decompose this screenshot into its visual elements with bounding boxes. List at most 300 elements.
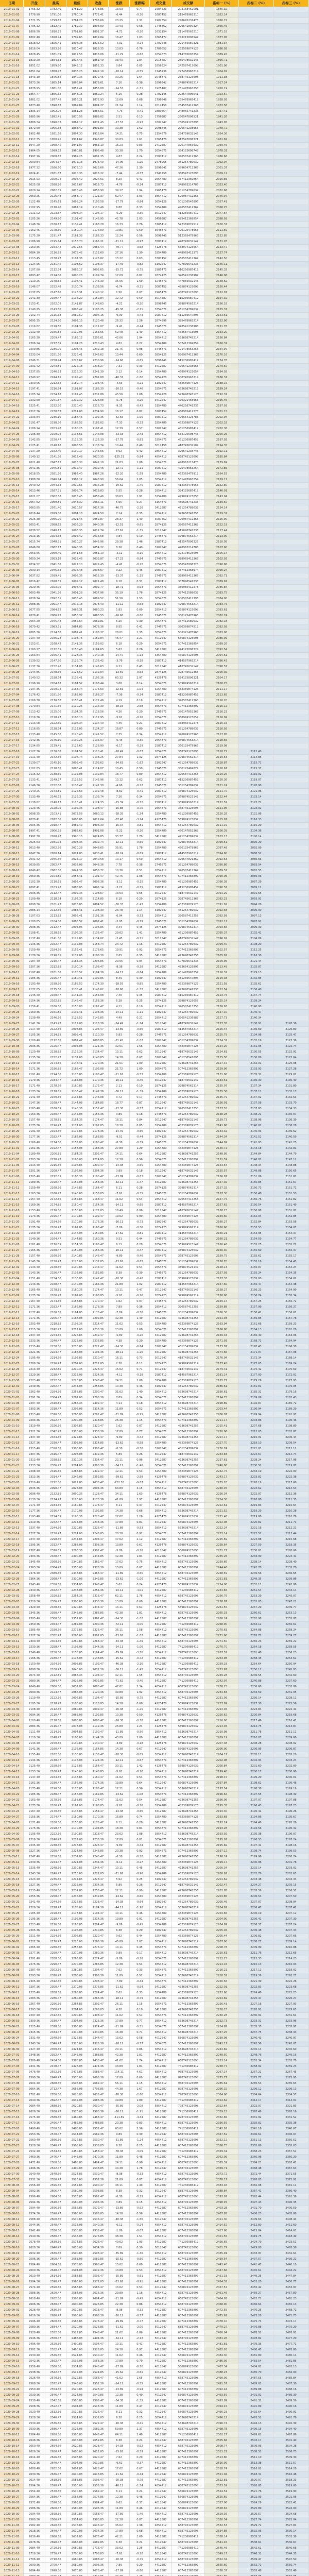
- table-cell[interactable]: 4125478: [150, 1713, 172, 1718]
- table-cell[interactable]: 2157.40: [24, 1117, 45, 1123]
- table-cell[interactable]: 2630.47: [88, 2104, 109, 2109]
- table-cell[interactable]: 452369874125: [172, 1922, 205, 1928]
- table-cell[interactable]: 2329.15: [205, 2109, 239, 2115]
- table-cell[interactable]: 2259.22: [273, 1639, 309, 1645]
- table-cell[interactable]: 2365478: [150, 137, 172, 143]
- table-row[interactable]: [0, 347, 309, 352]
- table-row[interactable]: [0, 290, 309, 296]
- table-cell[interactable]: 5412587: [150, 1679, 172, 1684]
- table-cell[interactable]: -0.46: [130, 1253, 150, 1259]
- table-cell[interactable]: -23.62: [109, 1633, 130, 1639]
- table-cell[interactable]: 2745871: [150, 1310, 172, 1316]
- table-cell[interactable]: 2163.40: [24, 1798, 45, 1803]
- table-cell[interactable]: 2385.40: [24, 1616, 45, 1622]
- table-cell[interactable]: 569874125632: [172, 1605, 205, 1611]
- table-cell[interactable]: 2205.15: [273, 1883, 309, 1888]
- table-cell[interactable]: 2222.00: [273, 1469, 309, 1475]
- table-cell[interactable]: -18.55: [109, 981, 130, 987]
- column-header[interactable]: 指标一 (%): [205, 0, 239, 7]
- table-cell[interactable]: 2130.89: [239, 1055, 273, 1061]
- table-cell[interactable]: 2270.08: [66, 1951, 88, 1956]
- table-cell[interactable]: 452369874125: [172, 1072, 205, 1078]
- table-cell[interactable]: 0.05: [130, 63, 150, 69]
- table-cell[interactable]: 10.44: [109, 443, 130, 449]
- table-cell[interactable]: [239, 352, 273, 358]
- table-cell[interactable]: 4412587: [150, 1633, 172, 1639]
- table-cell[interactable]: 1968.45: [45, 143, 66, 148]
- table-cell[interactable]: -15.62: [109, 1656, 130, 1662]
- table-cell[interactable]: [273, 177, 309, 182]
- table-cell[interactable]: 2100.85: [24, 919, 45, 925]
- table-cell[interactable]: 2151.49: [273, 1202, 309, 1208]
- table-cell[interactable]: [239, 619, 273, 624]
- table-cell[interactable]: [273, 823, 309, 828]
- table-row[interactable]: [0, 1866, 309, 1871]
- table-cell[interactable]: 2238.36: [45, 1344, 66, 1350]
- table-cell[interactable]: 2175.36: [24, 1225, 45, 1231]
- table-cell[interactable]: 398745612365: [172, 896, 205, 902]
- table-row[interactable]: [0, 1225, 309, 1231]
- table-cell[interactable]: 2113.49: [205, 964, 239, 970]
- table-cell[interactable]: 4412587: [150, 1497, 172, 1503]
- table-cell[interactable]: 2019-07-25: [0, 777, 24, 783]
- table-row[interactable]: [0, 1446, 309, 1452]
- table-cell[interactable]: 2256.23: [273, 1650, 309, 1656]
- table-cell[interactable]: 2086.72: [45, 613, 66, 619]
- table-row[interactable]: [0, 420, 309, 426]
- table-cell[interactable]: 2166.41: [45, 653, 66, 658]
- table-cell[interactable]: [239, 449, 273, 454]
- table-cell[interactable]: [239, 494, 273, 500]
- table-cell[interactable]: 569874125632: [172, 1543, 205, 1548]
- table-cell[interactable]: 23.78: [109, 908, 130, 913]
- table-cell[interactable]: 2094.06: [66, 925, 88, 930]
- table-cell[interactable]: 3654871: [150, 1837, 172, 1843]
- table-cell[interactable]: 4854712: [150, 1628, 172, 1633]
- table-cell[interactable]: 35.56: [109, 279, 130, 284]
- table-row[interactable]: [0, 313, 309, 318]
- table-cell[interactable]: 2297.36: [24, 1985, 45, 1990]
- table-cell[interactable]: 2020-07-10: [0, 2092, 24, 2098]
- table-cell[interactable]: 688745123698: [172, 2166, 205, 2172]
- table-cell[interactable]: 4125478: [150, 1475, 172, 1480]
- table-cell[interactable]: -16.38: [109, 1718, 130, 1724]
- table-row[interactable]: [0, 1134, 309, 1140]
- table-cell[interactable]: 2178.36: [45, 1798, 66, 1803]
- table-cell[interactable]: 0.57: [130, 426, 150, 432]
- table-row[interactable]: [0, 1849, 309, 1854]
- table-cell[interactable]: [273, 92, 309, 97]
- table-cell[interactable]: 3412587: [150, 1061, 172, 1066]
- table-cell[interactable]: 0.35: [130, 511, 150, 517]
- table-cell[interactable]: 1828.45: [24, 52, 45, 58]
- table-cell[interactable]: 2132.19: [239, 1038, 273, 1044]
- table-cell[interactable]: 2174.36: [45, 1140, 66, 1146]
- table-cell[interactable]: 5.16: [109, 92, 130, 97]
- table-cell[interactable]: 2210.85: [88, 1928, 109, 1934]
- table-cell[interactable]: 0.27: [130, 500, 150, 505]
- table-cell[interactable]: 451236987452: [172, 930, 205, 936]
- table-cell[interactable]: 2552.47: [88, 2126, 109, 2132]
- table-cell[interactable]: 2260.85: [66, 1639, 88, 1645]
- table-cell[interactable]: 2488.85: [88, 2121, 109, 2126]
- table-cell[interactable]: -1.47: [130, 1180, 150, 1185]
- table-cell[interactable]: 2348.36: [45, 1605, 66, 1611]
- table-cell[interactable]: -0.41: [130, 789, 150, 794]
- table-cell[interactable]: 2156.74: [239, 1293, 273, 1299]
- table-cell[interactable]: 2296.36: [66, 1548, 88, 1554]
- table-cell[interactable]: 2170.36: [88, 1815, 109, 1820]
- table-cell[interactable]: 2223.14: [205, 1531, 239, 1537]
- table-cell[interactable]: 2020-04-24: [0, 1809, 24, 1815]
- table-cell[interactable]: 2234.36: [88, 1883, 109, 1888]
- table-cell[interactable]: 2019-03-13: [0, 262, 24, 267]
- table-row[interactable]: [0, 2024, 309, 2030]
- table-cell[interactable]: 2199.17: [205, 1860, 239, 1866]
- table-cell[interactable]: 1.56: [130, 1044, 150, 1049]
- table-cell[interactable]: -4.63: [109, 381, 130, 386]
- table-cell[interactable]: 2128.47: [45, 1701, 66, 1707]
- table-cell[interactable]: 2047.62: [45, 460, 66, 466]
- table-cell[interactable]: -24.95: [109, 160, 130, 165]
- table-cell[interactable]: 2015.30: [88, 573, 109, 579]
- table-row[interactable]: [0, 568, 309, 573]
- table-row[interactable]: [0, 2149, 309, 2155]
- table-row[interactable]: [0, 460, 309, 466]
- table-cell[interactable]: 2185.31: [239, 1389, 273, 1395]
- table-cell[interactable]: 2019-02-25: [0, 194, 24, 199]
- table-row[interactable]: [0, 1543, 309, 1548]
- table-cell[interactable]: [239, 681, 273, 687]
- table-cell[interactable]: 2142.36: [45, 755, 66, 760]
- table-cell[interactable]: 2020-01-15: [0, 1440, 24, 1446]
- table-cell[interactable]: 2261.48: [239, 1650, 273, 1656]
- table-row[interactable]: [0, 1605, 309, 1611]
- table-cell[interactable]: 1.29: [130, 1146, 150, 1151]
- table-cell[interactable]: -0.44: [130, 324, 150, 330]
- table-cell[interactable]: -0.75: [130, 1696, 150, 1701]
- table-cell[interactable]: 395478963214: [172, 318, 205, 324]
- table-cell[interactable]: 1889.45: [205, 52, 239, 58]
- table-cell[interactable]: 2222.01: [205, 1985, 239, 1990]
- table-cell[interactable]: -7.44: [109, 171, 130, 177]
- table-cell[interactable]: 2116.23: [205, 709, 239, 715]
- table-cell[interactable]: 2020-03-05: [0, 1611, 24, 1616]
- table-cell[interactable]: 2201.78: [273, 1860, 309, 1866]
- table-cell[interactable]: 2004.18: [66, 511, 88, 517]
- table-cell[interactable]: 2180.36: [45, 1820, 66, 1826]
- table-cell[interactable]: 2542.47: [45, 2166, 66, 2172]
- table-cell[interactable]: 4.49: [109, 1015, 130, 1021]
- table-cell[interactable]: 3654871: [150, 630, 172, 636]
- table-cell[interactable]: 2155.60: [239, 1248, 273, 1253]
- table-cell[interactable]: 1985.62: [66, 828, 88, 834]
- table-cell[interactable]: 2137.29: [24, 449, 45, 454]
- table-cell[interactable]: [273, 987, 309, 993]
- table-row[interactable]: [0, 1418, 309, 1423]
- table-cell[interactable]: 2141.52: [239, 1134, 273, 1140]
- table-cell[interactable]: 2874125: [150, 1134, 172, 1140]
- table-cell[interactable]: 2254.64: [239, 1662, 273, 1667]
- table-row[interactable]: [0, 2104, 309, 2109]
- table-cell[interactable]: [273, 460, 309, 466]
- table-cell[interactable]: 2250.47: [45, 1849, 66, 1854]
- table-cell[interactable]: [239, 330, 273, 335]
- table-cell[interactable]: 2326.36: [45, 1423, 66, 1429]
- table-cell[interactable]: -30.33: [109, 902, 130, 908]
- table-cell[interactable]: 2062.30: [45, 868, 66, 874]
- table-cell[interactable]: 2192.11: [205, 449, 239, 454]
- table-cell[interactable]: 346587412365: [172, 154, 205, 160]
- table-cell[interactable]: 2254.86: [205, 1582, 239, 1588]
- table-cell[interactable]: 29.62: [109, 930, 130, 936]
- table-cell[interactable]: 668745123698: [172, 1690, 205, 1696]
- table-cell[interactable]: 10.11: [109, 1866, 130, 1871]
- table-cell[interactable]: 1801.37: [88, 29, 109, 35]
- table-cell[interactable]: -72.11: [109, 1622, 130, 1628]
- table-cell[interactable]: -0.46: [130, 1078, 150, 1083]
- table-cell[interactable]: 1796.12: [24, 24, 45, 29]
- table-cell[interactable]: 2195.82: [205, 1843, 239, 1849]
- table-cell[interactable]: -13.59: [109, 670, 130, 675]
- table-cell[interactable]: -0.95: [130, 1412, 150, 1418]
- table-cell[interactable]: 2227.93: [273, 2002, 309, 2007]
- table-cell[interactable]: 2019-12-17: [0, 1327, 24, 1333]
- table-cell[interactable]: 507412365897: [172, 1418, 205, 1423]
- table-cell[interactable]: 2020-02-18: [0, 1543, 24, 1548]
- table-cell[interactable]: 1.08: [130, 1378, 150, 1384]
- table-cell[interactable]: 2896541: [150, 165, 172, 171]
- table-cell[interactable]: 2020-02-24: [0, 1565, 24, 1571]
- table-cell[interactable]: 2022.85: [66, 1480, 88, 1486]
- table-cell[interactable]: 2102.03: [205, 556, 239, 562]
- table-cell[interactable]: 2163.94: [205, 1321, 239, 1327]
- table-cell[interactable]: [239, 239, 273, 245]
- table-cell[interactable]: 2139.41: [66, 222, 88, 228]
- table-cell[interactable]: [273, 148, 309, 154]
- table-cell[interactable]: 2114.36: [45, 1730, 66, 1735]
- table-cell[interactable]: 2019-05-07: [0, 460, 24, 466]
- table-cell[interactable]: 2300.85: [66, 1446, 88, 1452]
- table-cell[interactable]: 2298.08: [66, 1406, 88, 1412]
- table-cell[interactable]: 2248.36: [45, 1866, 66, 1871]
- table-cell[interactable]: 0.61: [130, 1543, 150, 1548]
- table-cell[interactable]: 394178523698: [172, 551, 205, 556]
- table-cell[interactable]: 2227.38: [239, 1701, 273, 1707]
- table-row[interactable]: [0, 301, 309, 307]
- table-row[interactable]: [0, 970, 309, 976]
- table-cell[interactable]: 2252.85: [88, 1475, 109, 1480]
- table-cell[interactable]: 7.62: [109, 1990, 130, 1996]
- table-cell[interactable]: 2176.36: [45, 1208, 66, 1214]
- table-cell[interactable]: [239, 41, 273, 46]
- table-cell[interactable]: 2019-04-08: [0, 358, 24, 364]
- table-cell[interactable]: 2987412: [150, 777, 172, 783]
- table-cell[interactable]: 2125.85: [66, 936, 88, 942]
- table-cell[interactable]: 2363.36: [24, 1565, 45, 1571]
- table-cell[interactable]: 2218.85: [66, 1843, 88, 1849]
- table-cell[interactable]: 2987412: [150, 1202, 172, 1208]
- table-row[interactable]: [0, 165, 309, 171]
- table-cell[interactable]: 2.85: [130, 477, 150, 483]
- table-cell[interactable]: 38.63: [109, 494, 130, 500]
- table-cell[interactable]: 2206.48: [239, 1928, 273, 1934]
- table-cell[interactable]: 2331.92: [239, 2115, 273, 2121]
- table-cell[interactable]: -0.65: [130, 1202, 150, 1208]
- table-cell[interactable]: 2428.08: [66, 2064, 88, 2070]
- table-cell[interactable]: 2020-06-05: [0, 1962, 24, 1968]
- table-cell[interactable]: 4854712: [150, 1486, 172, 1492]
- table-cell[interactable]: 2133.40: [24, 732, 45, 738]
- table-cell[interactable]: 2112.05: [66, 726, 88, 732]
- table-cell[interactable]: 533698745214: [172, 1973, 205, 1979]
- table-cell[interactable]: 2135.36: [24, 1055, 45, 1061]
- table-cell[interactable]: 2331.52: [273, 2115, 309, 2121]
- table-cell[interactable]: 7.65: [109, 953, 130, 959]
- table-cell[interactable]: 1.78: [130, 2166, 150, 2172]
- table-cell[interactable]: -17.62: [109, 1231, 130, 1236]
- table-cell[interactable]: 2021.40: [24, 460, 45, 466]
- table-cell[interactable]: 2214.74: [273, 1452, 309, 1458]
- table-cell[interactable]: 415236987412: [172, 993, 205, 998]
- table-cell[interactable]: [273, 647, 309, 653]
- table-cell[interactable]: 2745871: [150, 1236, 172, 1242]
- table-cell[interactable]: 3012547: [150, 1208, 172, 1214]
- table-cell[interactable]: -5.62: [109, 1769, 130, 1775]
- table-cell[interactable]: 473654125896: [172, 964, 205, 970]
- table-cell[interactable]: 2246.56: [239, 1571, 273, 1577]
- table-cell[interactable]: 359874125632: [172, 789, 205, 794]
- table-cell[interactable]: 2225.47: [239, 1996, 273, 2002]
- table-cell[interactable]: 2020-04-27: [0, 1815, 24, 1820]
- table-row[interactable]: [0, 143, 309, 148]
- table-cell[interactable]: 2292.47: [88, 2002, 109, 2007]
- table-cell[interactable]: 7.89: [109, 1304, 130, 1310]
- table-cell[interactable]: 2020-02-06: [0, 1497, 24, 1503]
- table-cell[interactable]: [273, 494, 309, 500]
- table-cell[interactable]: 2020-05-19: [0, 1888, 24, 1894]
- table-cell[interactable]: 2148.34: [239, 1163, 273, 1168]
- table-cell[interactable]: 2155.40: [24, 1752, 45, 1758]
- table-cell[interactable]: 2197.88: [273, 1798, 309, 1803]
- table-cell[interactable]: 2184.36: [66, 959, 88, 964]
- table-cell[interactable]: -0.87: [130, 749, 150, 755]
- table-cell[interactable]: 2526.08: [66, 2177, 88, 2183]
- table-cell[interactable]: 2154.59: [239, 1236, 273, 1242]
- table-cell[interactable]: 2150.65: [273, 1168, 309, 1174]
- table-cell[interactable]: 2115.38: [45, 313, 66, 318]
- table-cell[interactable]: 1904.92: [205, 69, 239, 75]
- table-cell[interactable]: 1867.17: [66, 120, 88, 126]
- table-row[interactable]: [0, 137, 309, 143]
- table-cell[interactable]: 4412587: [150, 1565, 172, 1571]
- table-cell[interactable]: 507412365897: [172, 1968, 205, 1973]
- table-cell[interactable]: 2144.85: [24, 670, 45, 675]
- table-cell[interactable]: 2210.47: [88, 1355, 109, 1361]
- table-row[interactable]: [0, 1083, 309, 1089]
- table-cell[interactable]: 2544.08: [66, 2132, 88, 2138]
- table-cell[interactable]: 2040.36: [88, 522, 109, 528]
- table-cell[interactable]: 13.62: [109, 2036, 130, 2041]
- table-cell[interactable]: 2030.41: [88, 851, 109, 857]
- table-cell[interactable]: 30.83: [109, 137, 130, 143]
- table-cell[interactable]: -1.25: [130, 1707, 150, 1713]
- table-cell[interactable]: 2191.40: [24, 1072, 45, 1078]
- table-cell[interactable]: 2192.85: [88, 1123, 109, 1129]
- table-cell[interactable]: 2190.61: [205, 1389, 239, 1395]
- table-cell[interactable]: [239, 165, 273, 171]
- table-cell[interactable]: 2209.54: [273, 1440, 309, 1446]
- table-cell[interactable]: -12.11: [109, 1758, 130, 1764]
- table-row[interactable]: [0, 1560, 309, 1565]
- table-cell[interactable]: 0.73: [130, 1355, 150, 1361]
- table-row[interactable]: [0, 199, 309, 205]
- table-cell[interactable]: 0.82: [130, 273, 150, 279]
- table-cell[interactable]: 2158.85: [66, 1650, 88, 1656]
- table-cell[interactable]: 2104.47: [88, 1027, 109, 1032]
- table-cell[interactable]: 2162.08: [66, 1134, 88, 1140]
- table-cell[interactable]: -0.84: [130, 199, 150, 205]
- table-cell[interactable]: 2121.36: [88, 1044, 109, 1049]
- table-cell[interactable]: 2350.36: [24, 1622, 45, 1628]
- table-cell[interactable]: 2080.23: [88, 607, 109, 613]
- table-cell[interactable]: 2019-11-21: [0, 1225, 24, 1231]
- table-cell[interactable]: 2148.63: [88, 301, 109, 307]
- table-cell[interactable]: 2020-07-16: [0, 2115, 24, 2121]
- table-cell[interactable]: 2101.47: [88, 874, 109, 879]
- table-cell[interactable]: 2216.21: [205, 1968, 239, 1973]
- table-cell[interactable]: 2102.36: [66, 806, 88, 811]
- table-cell[interactable]: [273, 840, 309, 845]
- table-cell[interactable]: 1789652: [150, 46, 172, 52]
- table-cell[interactable]: 3254789: [150, 1803, 172, 1809]
- table-row[interactable]: [0, 1276, 309, 1282]
- table-cell[interactable]: 396874125963: [172, 732, 205, 738]
- table-cell[interactable]: -13.62: [109, 1259, 130, 1265]
- table-cell[interactable]: -15.88: [109, 806, 130, 811]
- table-cell[interactable]: 2020-02-26: [0, 1577, 24, 1582]
- table-cell[interactable]: [273, 868, 309, 874]
- table-cell[interactable]: 2188.36: [88, 1146, 109, 1151]
- table-cell[interactable]: 2.97: [130, 675, 150, 681]
- table-cell[interactable]: [273, 256, 309, 262]
- table-cell[interactable]: 3012547: [150, 1078, 172, 1083]
- table-cell[interactable]: 2231.61: [273, 2013, 309, 2019]
- table-cell[interactable]: 2587412: [150, 721, 172, 726]
- table-cell[interactable]: 2019-06-19: [0, 630, 24, 636]
- table-cell[interactable]: 2123.36: [273, 1038, 309, 1044]
- table-cell[interactable]: 2168.47: [88, 1197, 109, 1202]
- table-cell[interactable]: 2230.91: [239, 2013, 273, 2019]
- table-cell[interactable]: [273, 239, 309, 245]
- table-cell[interactable]: 2116.36: [66, 1049, 88, 1055]
- table-cell[interactable]: 2207.38: [205, 1741, 239, 1747]
- table-cell[interactable]: -0.58: [130, 1440, 150, 1446]
- table-cell[interactable]: 2097.41: [88, 919, 109, 925]
- table-cell[interactable]: 2133.47: [205, 245, 239, 250]
- table-cell[interactable]: 2239.98: [205, 2036, 239, 2041]
- table-cell[interactable]: 6.18: [109, 896, 130, 902]
- table-cell[interactable]: 2295.36: [24, 1543, 45, 1548]
- table-row[interactable]: [0, 1401, 309, 1406]
- table-cell[interactable]: 14.38: [109, 1747, 130, 1752]
- table-cell[interactable]: 2174.47: [88, 1798, 109, 1803]
- table-cell[interactable]: 2221.81: [239, 1446, 273, 1452]
- table-row[interactable]: [0, 794, 309, 800]
- table-cell[interactable]: [273, 806, 309, 811]
- table-cell[interactable]: 2203.45: [66, 347, 88, 352]
- table-cell[interactable]: [239, 148, 273, 154]
